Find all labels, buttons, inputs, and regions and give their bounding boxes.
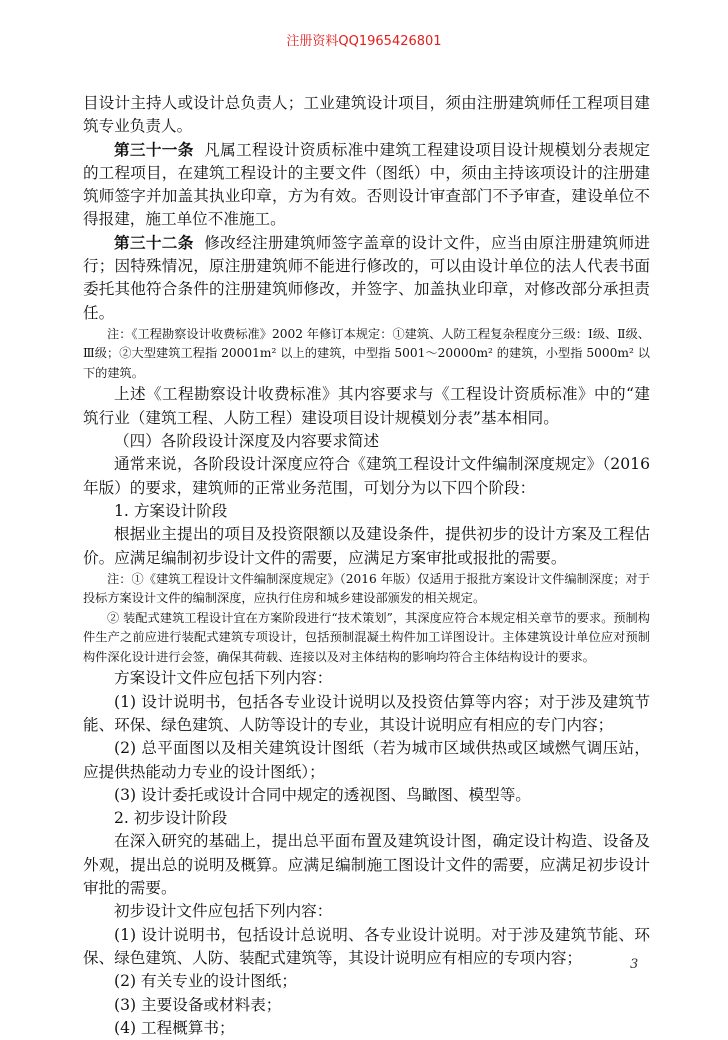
paragraph: 目设计主持人或设计总负责人；工业建筑设计项目，须由注册建筑师任工程项目建筑专业负责人。 (83, 94, 650, 136)
paragraph: 上述《工程勘察设计收费标准》其内容要求与《工程设计资质标准》中的“建筑行业（建筑工程、人防工程）建设项目设计规模划分表”基本相同。 (83, 385, 650, 427)
list-item: (3) 设计委托或设计合同中规定的透视图、鸟瞰图、模型等。 (114, 785, 531, 804)
note-depth-rule: 注：①《建筑工程设计文件编制深度规定》（2016 年版）仅适用于报批方案设计文件编制深度；对于投标方案设计文件的编制深度，应执行住房和城乡建设部颁发的相关规定。 (83, 571, 650, 606)
subsection-heading: 1. 方案设计阶段 (114, 501, 228, 520)
article-31-label: 第三十一条 (114, 140, 194, 159)
page-number: 3 (630, 957, 639, 972)
list-item: (4) 工程概算书； (114, 1018, 235, 1037)
article-32-text: 修改经注册建筑师签字盖章的设计文件，应当由原注册建筑师进行；因特殊情况，原注册建筑师不能进行修改的，可以由设计单位的法人代表书面委托其他符合条件的注册建筑师修改，并签字、加盖执业印章，对修改部分承担责任。 (83, 233, 650, 322)
paragraph: 初步设计文件应包括下列内容： (114, 902, 333, 921)
document-body (83, 92, 650, 1040)
note-prefab: ② 装配式建筑工程设计宜在方案阶段进行“技术策划”，其深度应符合本规定相关章节的要求。预制构件生产之前应进行装配式建筑专项设计，包括预制混凝土构件加工详图设计。主体建筑设计单位应对预制构件深化设计进行会签，确保其荷载、连接以及对主体结构的影响均符合主体结构设计的要求。 (83, 610, 650, 664)
list-item: (1) 设计说明书，包括设计总说明、各专业设计说明。对于涉及建筑节能、环保、绿色建筑、人防、装配式建筑等，其设计说明应有相应的专项内容； (83, 925, 650, 967)
article-32 (83, 232, 650, 325)
paragraph: 方案设计文件应包括下列内容： (114, 669, 333, 688)
list-item: (3) 主要设备或材料表； (114, 995, 282, 1014)
list-item: (2) 有关专业的设计图纸； (114, 972, 297, 991)
article-32-label: 第三十二条 (114, 233, 194, 252)
subsection-heading: 2. 初步设计阶段 (114, 809, 228, 828)
paragraph: 在深入研究的基础上，提出总平面布置及建筑设计图，确定设计构造、设备及外观，提出总的说明及概算。应满足编制施工图设计文件的需要，应满足初步设计审批的需要。 (83, 832, 650, 898)
paragraph: 通常来说，各阶段设计深度应符合《建筑工程设计文件编制深度规定》（2016 年版）的要求，建筑师的正常业务范围，可划分为以下四个阶段： (83, 455, 650, 497)
list-item: (1) 设计说明书，包括各专业设计说明以及投资估算等内容；对于涉及建筑节能、环保、绿色建筑、人防等设计的专业，其设计说明应有相应的专门内容； (83, 692, 650, 734)
list-item: (2) 总平面图以及相关建筑设计图纸（若为城市区域供热或区域燃气调压站，应提供热能动力专业的设计图纸）； (83, 739, 650, 781)
watermark: 注册资料QQ1965426801 (286, 34, 442, 49)
note-fee-standard: 注：《工程勘察设计收费标准》2002 年修订本规定：①建筑、人防工程复杂程度分三级：Ⅰ级、Ⅱ级、Ⅲ级；②大型建筑工程指 20001m² 以上的建筑，中型指 5001～20000m² 的建筑，小型指 5000m² 以下的建筑。 (83, 326, 650, 380)
article-31-text: 凡属工程设计资质标准中建筑工程建设项目设计规模划分表规定的工程项目，在建筑工程设计的主要文件（图纸）中，须由主持该项设计的注册建筑师签字并加盖其执业印章，方为有效。否则设计审查部门不予审查，建设单位不得报建，施工单位不准施工。 (83, 140, 650, 229)
section-heading: （四）各阶段设计深度及内容要求简述 (114, 432, 380, 451)
paragraph: 根据业主提出的项目及投资限额以及建设条件，提供初步的设计方案及工程估价。应满足编制初步设计文件的需要，应满足方案审批或报批的需要。 (83, 525, 650, 567)
article-31 (83, 139, 650, 232)
